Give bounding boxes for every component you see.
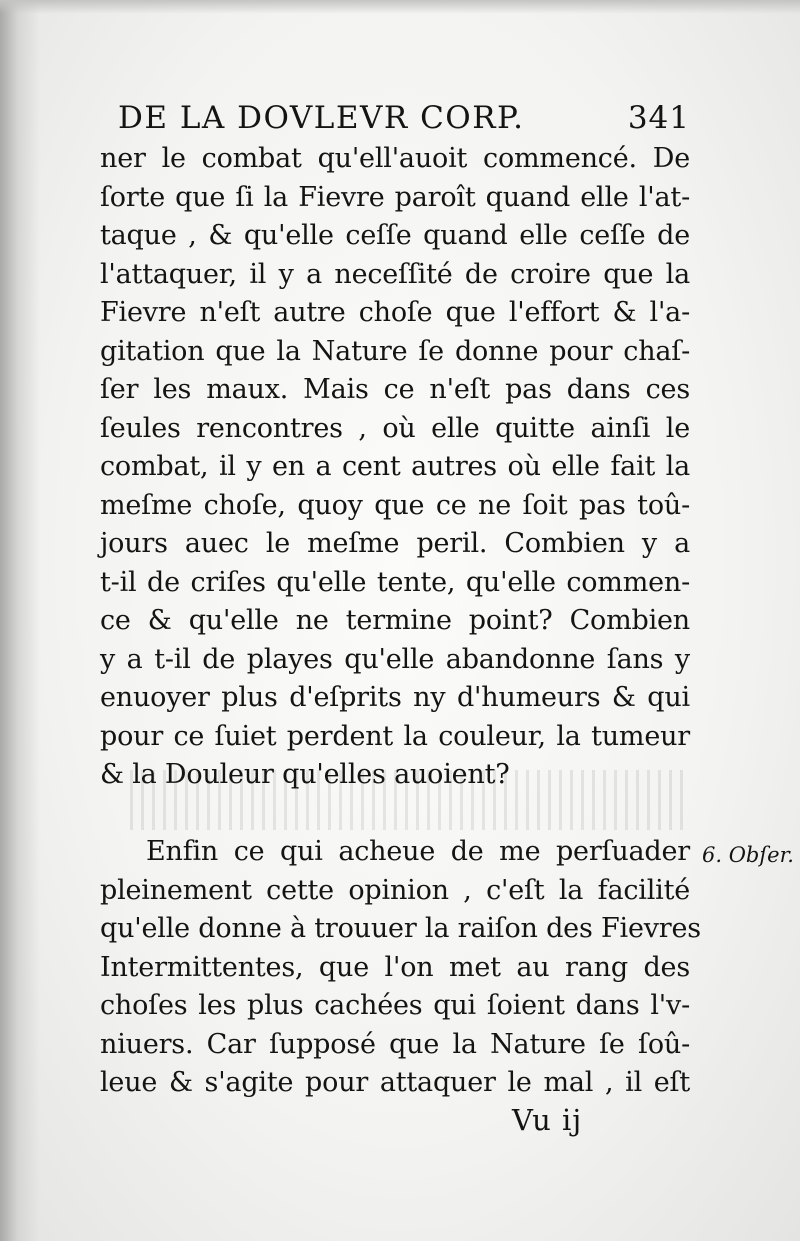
text-line: enuoyer plus d'eſprits ny d'humeurs & qui <box>100 682 690 713</box>
running-head <box>118 95 690 141</box>
gutter-shadow <box>0 0 40 1241</box>
text-line: ſorte que ſi la Fievre paroît quand elle l'at- <box>100 181 690 213</box>
page-number: 341 <box>627 100 690 136</box>
text-line: Intermittentes, que l'on met au rang des <box>100 951 690 983</box>
text-line: Fievre n'eſt autre choſe que l'effort & l'a- <box>100 297 690 328</box>
paragraph-1 <box>100 140 690 795</box>
text-line: Enfin ce qui acheue de me perſuader <box>146 836 690 867</box>
text-line: niuers. Car ſupposé que la Nature ſe ſoû- <box>100 1028 690 1060</box>
text-line: choſes les plus cachées qui ſoient dans l'v- <box>100 990 690 1021</box>
text-line: taque , & qu'elle ceſſe quand elle ceſſe de <box>100 220 690 251</box>
running-title: DE LA DOVLEVR CORP. <box>118 100 525 136</box>
text-line: l'attaquer, il y a neceſſité de croire que la <box>100 258 690 290</box>
text-line: ſeules rencontres , où elle quitte ainſi le <box>100 412 690 444</box>
text-line: gitation que la Nature ſe donne pour chaſ- <box>100 335 690 367</box>
text-line: combat, il y en a cent autres où elle fait la <box>100 451 690 482</box>
text-line: qu'elle donne à trouuer la raiſon des Fievres <box>100 913 701 944</box>
text-line: meſme choſe, quoy que ce ne ſoit pas toû- <box>100 489 690 521</box>
paragraph-2 <box>100 833 701 1103</box>
text-line: leue & s'agite pour attaquer le mal , il eſt <box>100 1067 690 1098</box>
text-line: jours auec le meſme peril. Combien y a <box>100 528 690 559</box>
text-line: pour ce ſuiet perdent la couleur, la tumeur <box>100 720 690 752</box>
text-line: y a t-il de playes qu'elle abandonne ſans y <box>100 643 690 675</box>
text-line: ce & qu'elle ne termine point? Combien <box>100 605 690 636</box>
text-line: pleinement cette opinion , c'eſt la facilité <box>100 874 690 906</box>
text-line: & la Douleur qu'elles auoient? <box>100 759 510 790</box>
text-line: ſer les maux. Mais ce n'eſt pas dans ces <box>100 374 690 405</box>
signature-mark: Vu ij <box>512 1103 583 1137</box>
text-line: ner le combat qu'ell'auoit commencé. De <box>100 143 690 174</box>
top-edge-shadow <box>0 0 800 14</box>
text-line: t-il de criſes qu'elle tente, qu'elle commen- <box>100 566 690 598</box>
margin-note: 6. Obſer. <box>702 843 794 867</box>
